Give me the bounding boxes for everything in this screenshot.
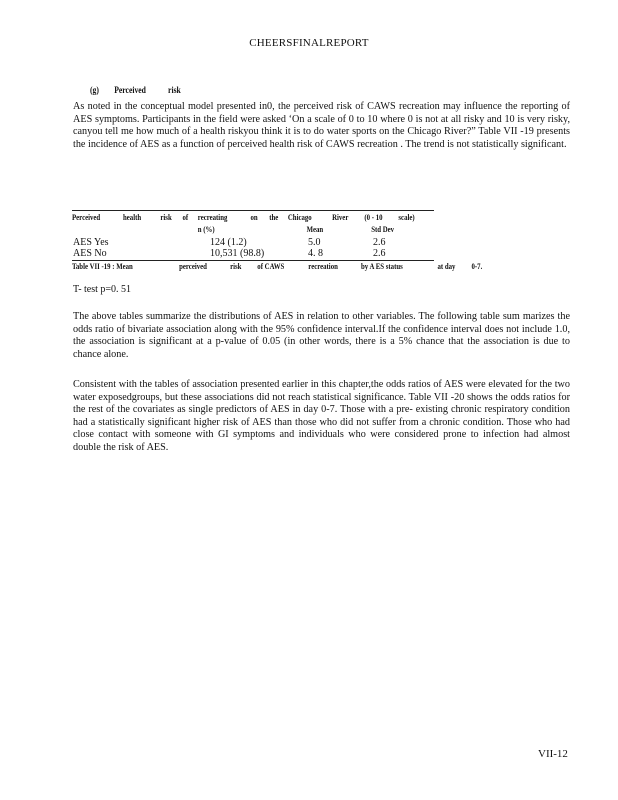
header-word: Perceived: [72, 213, 101, 222]
section-label: (g): [90, 85, 99, 95]
report-header: CHEERSFINALREPORT: [249, 37, 369, 49]
row-sd: 2.6: [373, 248, 386, 259]
table-caption: [72, 261, 483, 272]
section-word-perceived: Perceived: [114, 85, 146, 95]
header-std-dev: Std Dev: [371, 225, 395, 234]
caption-word: perceived: [179, 262, 207, 271]
row-label: AES No: [73, 248, 107, 259]
caption-word: Table VII -19 : Mean: [72, 262, 133, 271]
table-row: [72, 248, 434, 259]
header-word: on: [250, 213, 258, 222]
paragraph-perceived-risk: As noted in the conceptual model presented in0, the perceived risk of CAWS recreation may influence the reporting of AES symptoms. Participants in the field were asked ‘On a scale of 0 to 10 where 0 is not at all risky and 10 is very risky, canyou tell me how much of a health riskyou think it is to do water sports on the Chicago River?” Table VII -19 presents the incidence of AES as a function of perceived health risk of CAWS recreation . The trend is not statistically significant.: [73, 101, 570, 150]
table-vii-19: [72, 210, 483, 272]
paragraph-odds-ratio-results: Consistent with the tables of association presented earlier in this chapter,the odds ratios of AES were elevated for the two water exposedgroups, but these associations did not reach statistical significance. Table VII -20 shows the odds ratios for the rest of the covariates as single predictors of AES in day 0-7. Those with a pre- existing chronic respiratory condition had a statistically significant higher risk of AES than those who did not suffer from a chronic condition. Those who had close contact with someone with GI symptoms and individuals who were considered prone to infection had almost double the risk of AES.: [73, 379, 570, 453]
header-word: risk: [160, 213, 172, 222]
header-word: recreating: [197, 213, 228, 222]
row-label: AES Yes: [73, 237, 109, 248]
row-mean: 4. 8: [308, 248, 323, 259]
caption-word: at day: [437, 262, 456, 271]
caption-word: by A ES status: [361, 262, 403, 271]
header-word: the: [269, 213, 279, 222]
header-word: River: [332, 213, 349, 222]
section-heading: [90, 85, 181, 95]
row-n: 10,531 (98.8): [210, 248, 265, 259]
page-number: VII-12: [538, 748, 568, 760]
caption-word: of CAWS: [257, 262, 285, 271]
header-word: health: [123, 213, 142, 222]
row-sd: 2.6: [373, 237, 386, 248]
t-test-result: T- test p=0. 51: [73, 284, 132, 295]
table-header: [72, 211, 415, 237]
header-word: Chicago: [287, 213, 312, 222]
row-mean: 5.0: [308, 237, 321, 248]
row-n: 124 (1.2): [210, 237, 247, 248]
header-word: of: [182, 213, 189, 222]
header-word: scale): [398, 213, 415, 222]
caption-word: risk: [230, 262, 242, 271]
header-word: (0 - 10: [364, 213, 383, 222]
caption-word: 0-7.: [471, 262, 483, 271]
table-row: [72, 237, 434, 248]
section-word-risk: risk: [168, 85, 181, 95]
header-n-percent: n (%): [197, 225, 215, 234]
header-mean: Mean: [306, 225, 324, 234]
caption-word: recreation: [308, 262, 338, 271]
paragraph-odds-ratio-intro: The above tables summarize the distributions of AES in relation to other variables. The following table sum marizes the odds ratio of bivariate association along with the 95% confidence interval.If the confidence interval does not include 1.0, the association is significant at a p-value of 0.05 (in other words, there is a 5% chance that the association is due to chance alone.: [73, 311, 570, 360]
